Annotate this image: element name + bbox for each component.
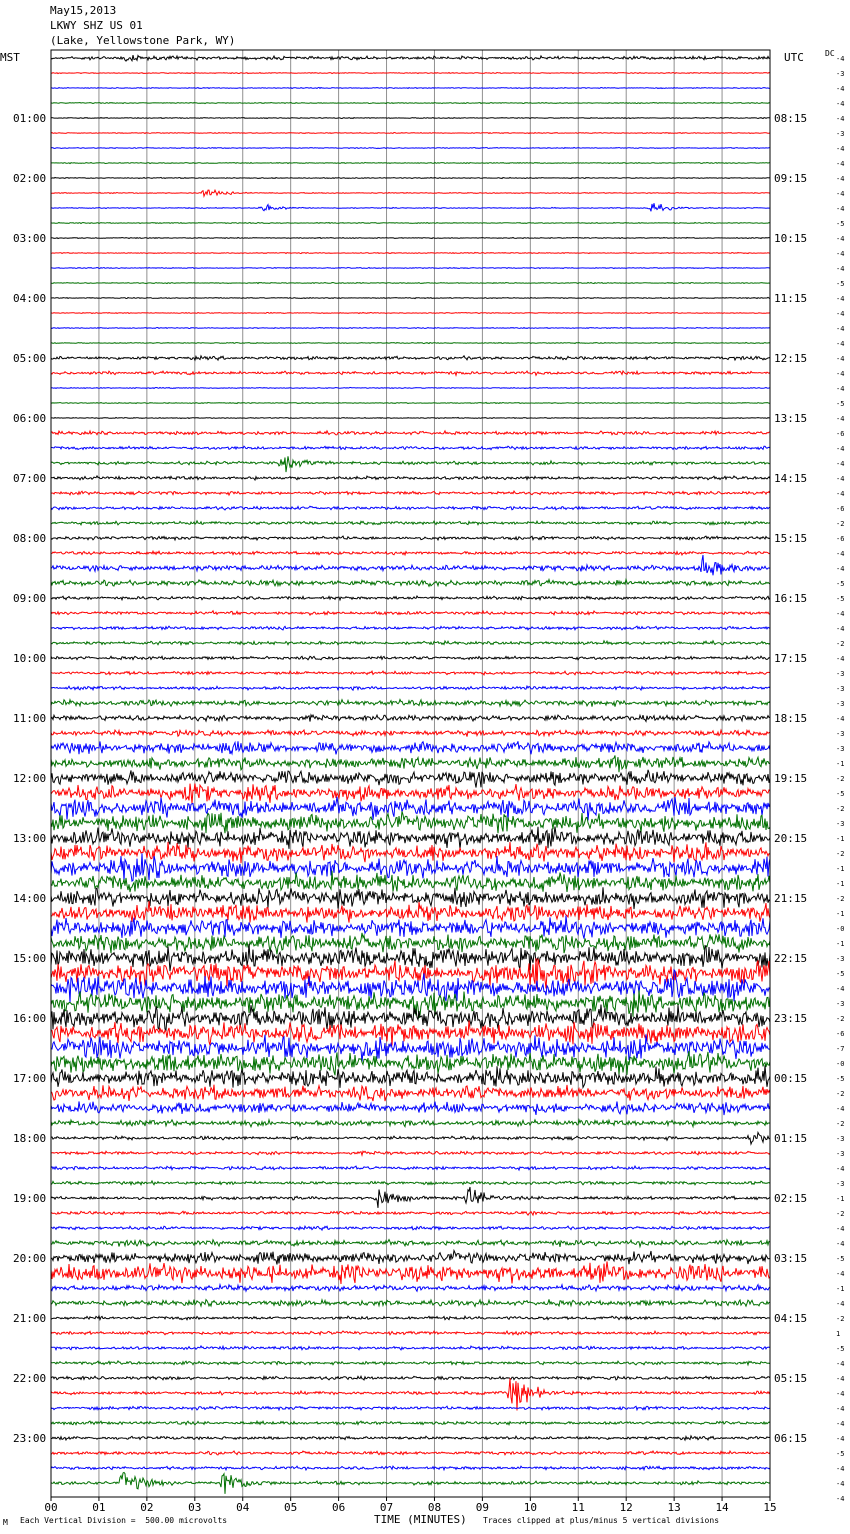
dc-offset-labels bbox=[836, 55, 844, 1503]
dc-offset-label: -4 bbox=[836, 460, 845, 468]
dc-offset-label: -4 bbox=[836, 1225, 845, 1233]
mst-hour-label: 01:00 bbox=[13, 112, 47, 125]
mst-hour-label: 21:00 bbox=[13, 1312, 47, 1325]
mst-hour-label: 09:00 bbox=[13, 592, 47, 605]
trace-line bbox=[51, 671, 770, 675]
header-location: (Lake, Yellowstone Park, WY) bbox=[50, 34, 236, 47]
dc-offset-label: -4 bbox=[836, 1300, 845, 1308]
utc-hour-label: 21:15 bbox=[774, 892, 808, 905]
dc-offset-label: -6 bbox=[836, 535, 845, 543]
dc-offset-label: -4 bbox=[836, 1240, 845, 1248]
mst-hour-labels bbox=[13, 112, 46, 1445]
dc-offset-label: -3 bbox=[836, 1000, 845, 1008]
trace-line bbox=[51, 1120, 770, 1127]
trace-line bbox=[51, 827, 770, 849]
dc-offset-label: -1 bbox=[836, 910, 845, 918]
x-tick-label: 15 bbox=[763, 1501, 777, 1514]
seismic-traces bbox=[51, 55, 770, 1494]
trace-line bbox=[51, 1085, 770, 1101]
mst-hour-label: 02:00 bbox=[13, 172, 47, 185]
dc-offset-label: -4 bbox=[836, 355, 845, 363]
dc-offset-label: -4 bbox=[836, 715, 845, 723]
x-tick-label: 03 bbox=[188, 1501, 202, 1514]
utc-hour-label: 11:15 bbox=[774, 292, 808, 305]
trace-line bbox=[51, 162, 770, 163]
dc-offset-label: -3 bbox=[836, 130, 845, 138]
trace-line bbox=[51, 1211, 770, 1215]
trace-line bbox=[51, 1251, 770, 1265]
trace-line bbox=[51, 700, 770, 707]
trace-line bbox=[51, 1376, 770, 1380]
dc-offset-label: -4 bbox=[836, 1270, 845, 1278]
trace-line bbox=[51, 755, 770, 772]
dc-offset-label: -4 bbox=[836, 205, 845, 213]
trace-line bbox=[51, 103, 770, 104]
trace-line bbox=[51, 356, 770, 360]
x-tick-label: 09 bbox=[475, 1501, 490, 1514]
trace-line bbox=[51, 203, 770, 211]
dc-offset-label: -4 bbox=[836, 235, 845, 243]
dc-offset-label: -5 bbox=[836, 400, 845, 408]
mst-hour-label: 07:00 bbox=[13, 472, 47, 485]
dc-offset-label: -4 bbox=[836, 985, 845, 993]
dc-offset-label: -2 bbox=[836, 1210, 845, 1218]
mst-hour-label: 12:00 bbox=[13, 772, 47, 785]
x-tick-label: 01 bbox=[92, 1501, 106, 1514]
dc-offset-label: -4 bbox=[836, 370, 845, 378]
dc-offset-label: -4 bbox=[836, 1420, 845, 1428]
trace-line bbox=[51, 55, 770, 61]
dc-offset-label: -1 bbox=[836, 880, 845, 888]
utc-hour-label: 23:15 bbox=[774, 1012, 808, 1025]
dc-offset-label: -4 bbox=[836, 610, 845, 618]
trace-line bbox=[51, 1406, 770, 1410]
frame-rect bbox=[51, 50, 770, 1497]
dc-offset-label: -4 bbox=[836, 415, 845, 423]
x-tick-labels bbox=[44, 1497, 776, 1514]
trace-line bbox=[51, 1065, 770, 1088]
plot-frame bbox=[51, 50, 770, 1497]
x-tick-label: 06 bbox=[331, 1501, 346, 1514]
trace-line bbox=[51, 371, 770, 375]
dc-offset-label: -1 bbox=[836, 835, 845, 843]
utc-hour-label: 18:15 bbox=[774, 712, 808, 725]
trace-line bbox=[51, 1285, 770, 1292]
dc-offset-label: -3 bbox=[836, 1135, 845, 1143]
dc-offset-label: 1 bbox=[836, 1330, 841, 1338]
dc-offset-label: -4 bbox=[836, 1390, 845, 1398]
trace-line bbox=[51, 73, 770, 74]
dc-offset-label: -1 bbox=[836, 865, 845, 873]
dc-offset-label: -6 bbox=[836, 430, 845, 438]
utc-hour-label: 12:15 bbox=[774, 352, 808, 365]
dc-offset-label: -4 bbox=[836, 115, 845, 123]
trace-line bbox=[51, 887, 770, 909]
dc-offset-label: -1 bbox=[836, 940, 845, 948]
mst-hour-label: 23:00 bbox=[13, 1432, 47, 1445]
dc-offset-label: -0 bbox=[836, 925, 845, 933]
dc-offset-label: -4 bbox=[836, 175, 845, 183]
dc-offset-label: -4 bbox=[836, 1435, 845, 1443]
trace-line bbox=[51, 267, 770, 268]
trace-line bbox=[51, 686, 770, 690]
utc-hour-label: 19:15 bbox=[774, 772, 808, 785]
trace-line bbox=[51, 1451, 770, 1455]
dc-offset-label: -3 bbox=[836, 670, 845, 678]
mst-hour-label: 03:00 bbox=[13, 232, 47, 245]
dc-offset-label: -4 bbox=[836, 1465, 845, 1473]
dc-label: DC bbox=[825, 49, 835, 58]
trace-line bbox=[51, 456, 770, 472]
dc-offset-label: -3 bbox=[836, 745, 845, 753]
trace-line bbox=[51, 1005, 770, 1031]
trace-line bbox=[51, 1466, 770, 1470]
dc-offset-label: -4 bbox=[836, 550, 845, 558]
dc-offset-label: -1 bbox=[836, 1285, 845, 1293]
x-tick-label: 12 bbox=[619, 1501, 633, 1514]
dc-offset-label: -4 bbox=[836, 1360, 845, 1368]
utc-hour-label: 01:15 bbox=[774, 1132, 808, 1145]
mst-hour-label: 06:00 bbox=[13, 412, 47, 425]
dc-offset-label: -7 bbox=[836, 1045, 845, 1053]
trace-line bbox=[51, 916, 770, 939]
trace-line bbox=[51, 1316, 770, 1320]
trace-line bbox=[51, 1101, 770, 1115]
trace-line bbox=[51, 417, 770, 418]
header-date: May15,2013 bbox=[50, 4, 117, 17]
dc-offset-label: -4 bbox=[836, 145, 845, 153]
trace-line bbox=[51, 944, 770, 971]
dc-offset-label: -4 bbox=[836, 1480, 845, 1488]
dc-offset-label: -5 bbox=[836, 1450, 845, 1458]
dc-offset-label: -2 bbox=[836, 1015, 845, 1023]
trace-line bbox=[51, 1299, 770, 1306]
mst-hour-label: 16:00 bbox=[13, 1012, 47, 1025]
utc-hour-label: 02:15 bbox=[774, 1192, 808, 1205]
trace-line bbox=[51, 656, 770, 660]
trace-line bbox=[51, 190, 770, 196]
x-tick-label: 05 bbox=[284, 1501, 298, 1514]
trace-line bbox=[51, 1472, 770, 1494]
trace-line bbox=[51, 1051, 770, 1075]
dc-offset-label: -5 bbox=[836, 790, 845, 798]
trace-line bbox=[51, 641, 770, 645]
dc-offset-label: -4 bbox=[836, 160, 845, 168]
dc-offset-label: -2 bbox=[836, 640, 845, 648]
trace-line bbox=[51, 402, 770, 403]
trace-line bbox=[51, 797, 770, 821]
utc-hour-label: 16:15 bbox=[774, 592, 808, 605]
mst-hour-label: 18:00 bbox=[13, 1132, 47, 1145]
trace-line bbox=[51, 1346, 770, 1350]
x-tick-label: 08 bbox=[427, 1501, 442, 1514]
trace-line bbox=[51, 1181, 770, 1185]
dc-offset-label: -4 bbox=[836, 655, 845, 663]
utc-hour-label: 17:15 bbox=[774, 652, 808, 665]
trace-line bbox=[51, 1261, 770, 1284]
trace-line bbox=[51, 626, 770, 630]
trace-line bbox=[51, 853, 770, 881]
utc-hour-label: 06:15 bbox=[774, 1432, 808, 1445]
trace-line bbox=[51, 387, 770, 388]
mst-hour-label: 20:00 bbox=[13, 1252, 47, 1265]
dc-offset-label: -3 bbox=[836, 1150, 845, 1158]
dc-offset-label: -4 bbox=[836, 565, 845, 573]
trace-line bbox=[51, 297, 770, 298]
utc-hour-label: 20:15 bbox=[774, 832, 808, 845]
dc-offset-label: -2 bbox=[836, 1090, 845, 1098]
dc-offset-label: -1 bbox=[836, 760, 845, 768]
dc-offset-label: -4 bbox=[836, 490, 845, 498]
dc-offset-label: -3 bbox=[836, 955, 845, 963]
mst-hour-label: 22:00 bbox=[13, 1372, 47, 1385]
utc-hour-label: 14:15 bbox=[774, 472, 808, 485]
utc-hour-label: 03:15 bbox=[774, 1252, 808, 1265]
trace-line bbox=[51, 87, 770, 88]
dc-offset-label: -4 bbox=[836, 1165, 845, 1173]
trace-line bbox=[51, 506, 770, 510]
dc-offset-label: -3 bbox=[836, 730, 845, 738]
trace-line bbox=[51, 1151, 770, 1155]
trace-line bbox=[51, 536, 770, 540]
trace-line bbox=[51, 770, 770, 788]
trace-line bbox=[51, 901, 770, 923]
trace-line bbox=[51, 446, 770, 450]
utc-hour-label: 00:15 bbox=[774, 1072, 808, 1085]
dc-offset-label: -4 bbox=[836, 250, 845, 258]
dc-offset-label: -2 bbox=[836, 775, 845, 783]
mst-hour-label: 08:00 bbox=[13, 532, 47, 545]
header-station: LKWY SHZ US 01 bbox=[50, 19, 143, 32]
dc-offset-label: -3 bbox=[836, 700, 845, 708]
trace-line bbox=[51, 1361, 770, 1365]
trace-line bbox=[51, 521, 770, 525]
x-tick-label: 14 bbox=[715, 1501, 729, 1514]
trace-line bbox=[51, 313, 770, 314]
dc-offset-label: -4 bbox=[836, 1375, 845, 1383]
x-axis-title: TIME (MINUTES) bbox=[374, 1513, 467, 1526]
trace-line bbox=[51, 1240, 770, 1247]
trace-line bbox=[51, 1034, 770, 1062]
dc-offset-label: -6 bbox=[836, 505, 845, 513]
trace-line bbox=[51, 551, 770, 555]
dc-offset-label: -4 bbox=[836, 1405, 845, 1413]
dc-offset-label: -2 bbox=[836, 520, 845, 528]
trace-line bbox=[51, 223, 770, 224]
dc-offset-label: -4 bbox=[836, 340, 845, 348]
mst-hour-label: 14:00 bbox=[13, 892, 47, 905]
dc-offset-label: -2 bbox=[836, 850, 845, 858]
dc-offset-label: -2 bbox=[836, 1120, 845, 1128]
trace-line bbox=[51, 1166, 770, 1170]
dc-offset-label: -5 bbox=[836, 220, 845, 228]
trace-line bbox=[51, 741, 770, 754]
trace-line bbox=[51, 990, 770, 1017]
dc-offset-label: -5 bbox=[836, 970, 845, 978]
trace-line bbox=[51, 811, 770, 833]
utc-hour-label: 10:15 bbox=[774, 232, 808, 245]
left-axis-label: MST bbox=[0, 51, 20, 64]
trace-line bbox=[51, 252, 770, 253]
trace-line bbox=[51, 133, 770, 134]
utc-hour-label: 04:15 bbox=[774, 1312, 808, 1325]
trace-line bbox=[51, 784, 770, 804]
dc-offset-label: -1 bbox=[836, 1195, 845, 1203]
trace-line bbox=[51, 580, 770, 587]
trace-line bbox=[51, 842, 770, 863]
trace-line bbox=[51, 1421, 770, 1425]
mst-hour-label: 13:00 bbox=[13, 832, 47, 845]
mst-hour-label: 10:00 bbox=[13, 652, 47, 665]
dc-offset-label: -3 bbox=[836, 685, 845, 693]
trace-line bbox=[51, 431, 770, 435]
utc-hour-label: 15:15 bbox=[774, 532, 808, 545]
clip-note: Traces clipped at plus/minus 5 vertical divisions bbox=[483, 1516, 720, 1525]
dc-offset-label: -4 bbox=[836, 295, 845, 303]
dc-offset-label: -4 bbox=[836, 325, 845, 333]
utc-hour-label: 08:15 bbox=[774, 112, 808, 125]
mst-hour-label: 04:00 bbox=[13, 292, 47, 305]
trace-line bbox=[51, 611, 770, 615]
trace-line bbox=[51, 343, 770, 344]
dc-offset-label: -5 bbox=[836, 580, 845, 588]
mst-hour-label: 19:00 bbox=[13, 1192, 47, 1205]
dc-offset-label: -4 bbox=[836, 85, 845, 93]
trace-line bbox=[51, 958, 770, 989]
trace-line bbox=[51, 238, 770, 239]
dc-offset-label: -6 bbox=[836, 1030, 845, 1038]
utc-hour-label: 13:15 bbox=[774, 412, 808, 425]
dc-offset-label: -4 bbox=[836, 190, 845, 198]
utc-hour-label: 09:15 bbox=[774, 172, 808, 185]
trace-line bbox=[51, 1226, 770, 1230]
dc-offset-label: -4 bbox=[836, 625, 845, 633]
utc-hour-labels bbox=[774, 112, 807, 1445]
dc-offset-label: -5 bbox=[836, 595, 845, 603]
dc-offset-label: -2 bbox=[836, 1315, 845, 1323]
x-tick-label: 00 bbox=[44, 1501, 58, 1514]
logo-mark: M bbox=[3, 1518, 8, 1527]
trace-line bbox=[51, 328, 770, 329]
trace-line bbox=[51, 148, 770, 149]
mst-hour-label: 05:00 bbox=[13, 352, 47, 365]
dc-offset-label: -4 bbox=[836, 265, 845, 273]
x-tick-label: 11 bbox=[571, 1501, 585, 1514]
x-tick-label: 13 bbox=[667, 1501, 681, 1514]
trace-line bbox=[51, 177, 770, 178]
trace-line bbox=[51, 1331, 770, 1335]
dc-offset-label: -3 bbox=[836, 1180, 845, 1188]
dc-offset-label: -3 bbox=[836, 70, 845, 78]
dc-offset-label: -0 bbox=[836, 1060, 845, 1068]
dc-offset-label: -4 bbox=[836, 445, 845, 453]
trace-line bbox=[51, 1436, 770, 1440]
trace-line bbox=[51, 1378, 770, 1410]
dc-offset-label: -5 bbox=[836, 280, 845, 288]
mst-hour-label: 11:00 bbox=[13, 712, 47, 725]
dc-offset-label: -4 bbox=[836, 100, 845, 108]
dc-offset-label: -2 bbox=[836, 895, 845, 903]
x-tick-label: 04 bbox=[236, 1501, 250, 1514]
utc-hour-label: 05:15 bbox=[774, 1372, 808, 1385]
trace-line bbox=[51, 476, 770, 480]
dc-offset-label: -4 bbox=[836, 1105, 845, 1113]
dc-offset-label: -4 bbox=[836, 475, 845, 483]
x-tick-label: 02 bbox=[140, 1501, 154, 1514]
scale-note: Each Vertical Division = 500.00 microvolts bbox=[20, 1516, 228, 1525]
dc-offset-label: -4 bbox=[836, 385, 845, 393]
dc-offset-label: -5 bbox=[836, 1075, 845, 1083]
dc-offset-label: -4 bbox=[836, 1495, 845, 1503]
dc-offset-label: -5 bbox=[836, 1255, 845, 1263]
dc-offset-label: -2 bbox=[836, 805, 845, 813]
mst-hour-label: 17:00 bbox=[13, 1072, 47, 1085]
mst-hour-label: 15:00 bbox=[13, 952, 47, 965]
trace-line bbox=[51, 118, 770, 119]
trace-line bbox=[51, 555, 770, 575]
dc-offset-label: -4 bbox=[836, 310, 845, 318]
dc-offset-label: -3 bbox=[836, 820, 845, 828]
trace-line bbox=[51, 715, 770, 722]
trace-line bbox=[51, 1133, 770, 1145]
trace-line bbox=[51, 730, 770, 737]
utc-hour-label: 22:15 bbox=[774, 952, 808, 965]
trace-line bbox=[51, 283, 770, 284]
dc-offset-label: -5 bbox=[836, 1345, 845, 1353]
dc-offset-label: -4 bbox=[836, 55, 845, 63]
trace-line bbox=[51, 1187, 770, 1208]
right-axis-label: UTC bbox=[784, 51, 804, 64]
trace-line bbox=[51, 596, 770, 600]
x-tick-label: 10 bbox=[523, 1501, 537, 1514]
trace-line bbox=[51, 491, 770, 495]
x-tick-label: 07 bbox=[379, 1501, 394, 1514]
